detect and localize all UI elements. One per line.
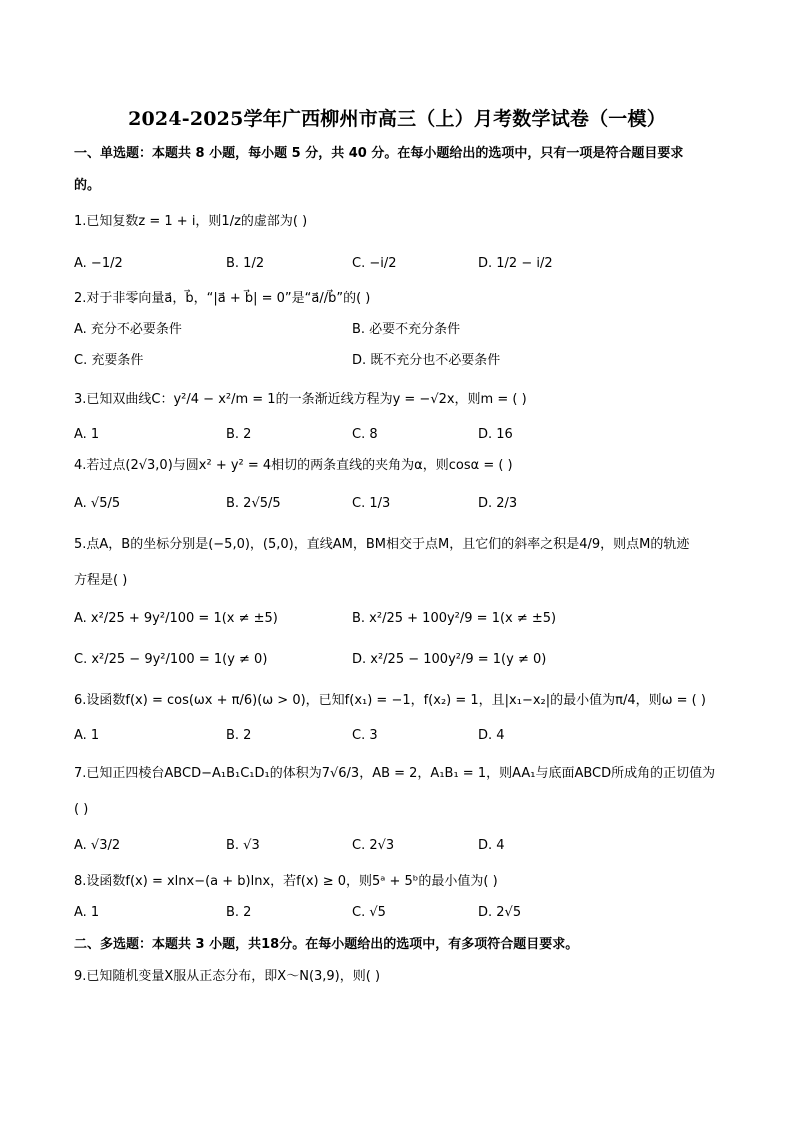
q9-stem: 9.已知随机变量X服从正态分布，即X～N(3,9)，则( ) — [74, 969, 381, 984]
q1-stem: 1.已知复数z = 1 + i，则1/z的虚部为( ) — [74, 214, 308, 229]
q2-option-c: C. 充要条件 — [74, 353, 144, 368]
q5-option-c: C. x²/25 − 9y²/100 = 1(y ≠ 0) — [74, 652, 268, 667]
q2-option-d: D. 既不充分也不必要条件 — [352, 353, 501, 368]
section1-heading-cont: 的。 — [74, 178, 101, 193]
q8-option-c: C. √5 — [352, 905, 386, 920]
q3-option-b: B. 2 — [226, 427, 252, 442]
q2-option-a: A. 充分不必要条件 — [74, 322, 182, 337]
q7-option-b: B. √3 — [226, 838, 260, 853]
q6-option-b: B. 2 — [226, 728, 252, 743]
q3-option-a: A. 1 — [74, 427, 100, 442]
q5-option-d: D. x²/25 − 100y²/9 = 1(y ≠ 0) — [352, 652, 547, 667]
q7-stem-cont: ( ) — [74, 802, 89, 817]
q4-option-d: D. 2/3 — [478, 496, 518, 511]
q4-option-b: B. 2√5/5 — [226, 496, 281, 511]
q4-stem: 4.若过点(2√3,0)与圆x² + y² = 4相切的两条直线的夹角为α，则cosα = ( ) — [74, 458, 513, 473]
q1-option-a: A. −1/2 — [74, 256, 123, 271]
q6-stem: 6.设函数f(x) = cos(ωx + π/6)(ω > 0)，已知f(x₁) = −1，f(x₂) = 1，且|x₁−x₂|的最小值为π/4，则ω = ( ) — [74, 693, 706, 708]
q6-option-a: A. 1 — [74, 728, 100, 743]
q5-stem-cont: 方程是( ) — [74, 573, 128, 588]
q8-option-b: B. 2 — [226, 905, 252, 920]
q5-option-a: A. x²/25 + 9y²/100 = 1(x ≠ ±5) — [74, 611, 278, 626]
q1-option-d: D. 1/2 − i/2 — [478, 256, 553, 271]
q7-option-d: D. 4 — [478, 838, 505, 853]
q7-option-a: A. √3/2 — [74, 838, 121, 853]
q4-option-a: A. √5/5 — [74, 496, 121, 511]
q1-option-c: C. −i/2 — [352, 256, 397, 271]
q5-stem: 5.点A，B的坐标分别是(−5,0)，(5,0)，直线AM，BM相交于点M，且它们的斜率之积是4/9，则点M的轨迹 — [74, 537, 690, 552]
section2-heading: 二、多选题：本题共 3 小题，共18分。在每小题给出的选项中，有多项符合题目要求。 — [74, 937, 579, 952]
q2-stem: 2.对于非零向量a⃗，b⃗，“|a⃗ + b⃗| = 0”是“a⃗//b⃗”的( ) — [74, 291, 371, 306]
q8-stem: 8.设函数f(x) = xlnx−(a + b)lnx，若f(x) ≥ 0，则5ᵃ + 5ᵇ的最小值为( ) — [74, 874, 498, 889]
q8-option-a: A. 1 — [74, 905, 100, 920]
q3-option-d: D. 16 — [478, 427, 513, 442]
q1-option-b: B. 1/2 — [226, 256, 265, 271]
q2-option-b: B. 必要不充分条件 — [352, 322, 461, 337]
q4-option-c: C. 1/3 — [352, 496, 391, 511]
q6-option-d: D. 4 — [478, 728, 505, 743]
section1-heading: 一、单选题：本题共 8 小题，每小题 5 分，共 40 分。在每小题给出的选项中，只有一项是符合题目要求 — [74, 146, 684, 161]
q7-option-c: C. 2√3 — [352, 838, 395, 853]
q6-option-c: C. 3 — [352, 728, 378, 743]
q3-stem: 3.已知双曲线C：y²/4 − x²/m = 1的一条渐近线方程为y = −√2x，则m = ( ) — [74, 392, 527, 407]
q5-option-b: B. x²/25 + 100y²/9 = 1(x ≠ ±5) — [352, 611, 557, 626]
q8-option-d: D. 2√5 — [478, 905, 522, 920]
q7-stem: 7.已知正四棱台ABCD−A₁B₁C₁D₁的体积为7√6/3，AB = 2，A₁B₁ = 1，则AA₁与底面ABCD所成角的正切值为 — [74, 766, 716, 781]
exam-title: 2024-2025学年广西柳州市高三（上）月考数学试卷（一模） — [128, 108, 666, 130]
q3-option-c: C. 8 — [352, 427, 378, 442]
